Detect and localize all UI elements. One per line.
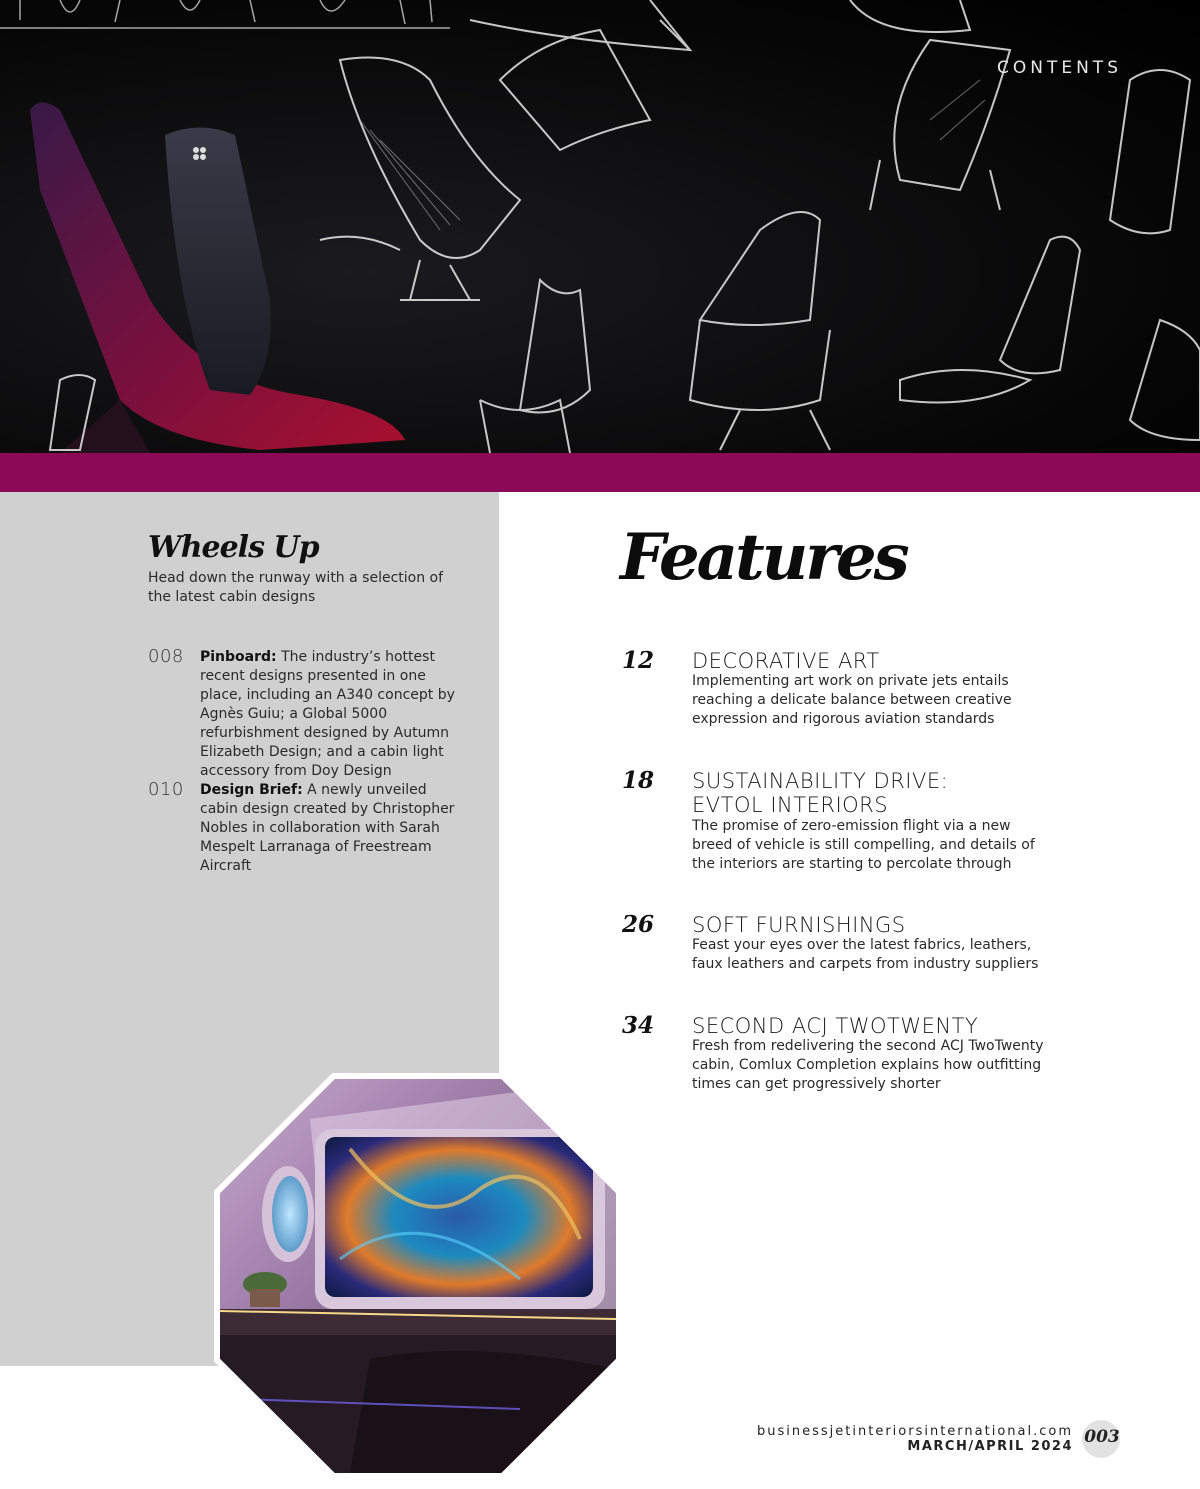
feature-heading: SECOND ACJ TWOTWENTY (692, 1014, 979, 1038)
section-label: CONTENTS (997, 58, 1122, 78)
hero-image (0, 0, 1200, 453)
footer-date: MARCH/APRIL 2024 (907, 1439, 1073, 1454)
cabin-image (220, 1079, 616, 1473)
feature-description: The promise of zero-emission flight via a new breed of vehicle is still compelling, and details of the interiors are starting to percolate through (692, 818, 1035, 872)
item-description: The industry’s hottest recent designs presented in one place, including an A340 concept by Agnès Guiu; a Global 5000 refurbishment designed by Autumn Elizabeth Design; and a cabin light accessory from Doy Design (200, 649, 455, 779)
page-number: 010 (148, 779, 184, 800)
feature-heading: DECORATIVE ART (692, 649, 880, 673)
item-text (200, 648, 462, 781)
feature-heading: SOFT FURNISHINGS (692, 913, 906, 937)
page-number-footer: 003 (1084, 1427, 1120, 1447)
feature-description: Fresh from redelivering the second ACJ TwoTwenty cabin, Comlux Completion explains how outfitting times can get progressively shorter (692, 1038, 1044, 1092)
wheels-up-subtitle: Head down the runway with a selection of the latest cabin designs (148, 570, 444, 605)
feature-description: Feast your eyes over the latest fabrics, leathers, faux leathers and carpets from industry suppliers (692, 937, 1039, 972)
feature-page-number: 12 (622, 647, 655, 674)
feature-page-number: 34 (622, 1012, 655, 1039)
item-text (200, 781, 462, 876)
feature-description: Implementing art work on private jets entails reaching a delicate balance between creative expression and rigorous aviation standards (692, 673, 1012, 727)
feature-page-number: 26 (622, 911, 655, 938)
color-band (0, 453, 1200, 492)
footer-url[interactable]: businessjetinteriorsinternational.com (757, 1424, 1073, 1439)
item-description: A newly unveiled cabin design created by Christopher Nobles in collaboration with Sarah Mespelt Larranaga of Freestream Aircraft (200, 782, 455, 874)
wheels-up-title: Wheels Up (148, 530, 319, 565)
item-label: Design Brief: (200, 782, 303, 798)
feature-heading: SUSTAINABILITY DRIVE: EVTOL INTERIORS (692, 769, 949, 817)
cabin-interior-illustration (220, 1079, 616, 1473)
features-title: Features (620, 520, 907, 595)
item-label: Pinboard: (200, 649, 277, 665)
page-number: 008 (148, 646, 184, 667)
feature-page-number: 18 (622, 767, 655, 794)
